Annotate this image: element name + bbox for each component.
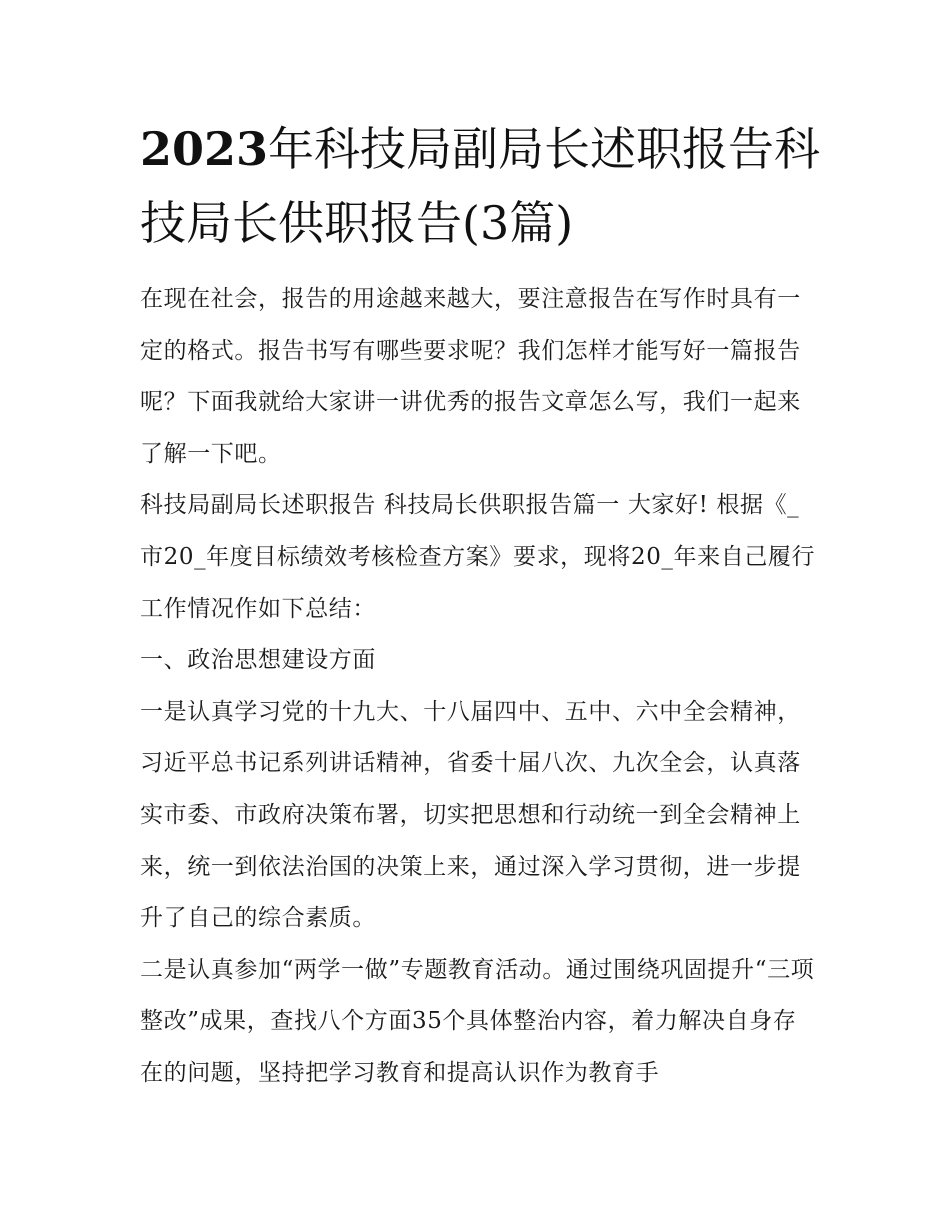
paragraph-point-two: 二是认真参加“两学一做”专题教育活动。通过围绕巩固提升“三项整改”成果，查找八个方面35个具体整治内容，着力解决自身存在的问题，坚持把学习教育和提高认识作为教育手: [140, 956, 815, 1086]
paragraph-point-one: 一是认真学习党的十九大、十八届四中、五中、六中全会精神，习近平总书记系列讲话精神，省委十届八次、九次全会，认真落实市委、市政府决策布署，切实把思想和行动统一到全会精神上来，统一到依法治国的决策上来，通过深入学习贯彻，进一步提升了自己的综合素质。: [140, 698, 801, 932]
document-title: [140, 112, 830, 260]
paragraph-report-opening: 科技局副局长述职报告 科技局长供职报告篇一 大家好! 根据《_市20_年度目标绩效考核检查方案》要求，现将20_年来自己履行工作情况作如下总结：: [140, 492, 816, 622]
document-body: [140, 274, 820, 1100]
title-text: 年科技局副局长述职报告科技局长供职报告(3篇): [140, 122, 821, 250]
paragraph-intro: 在现在社会，报告的用途越来越大，要注意报告在写作时具有一定的格式。报告书写有哪些要求呢？我们怎样才能写好一篇报告呢？下面我就给大家讲一讲优秀的报告文章怎么写，我们一起来了解一下吧。: [140, 286, 801, 467]
title-year: 2023: [140, 122, 269, 176]
section-heading-political: 一、政治思想建设方面: [140, 647, 376, 674]
